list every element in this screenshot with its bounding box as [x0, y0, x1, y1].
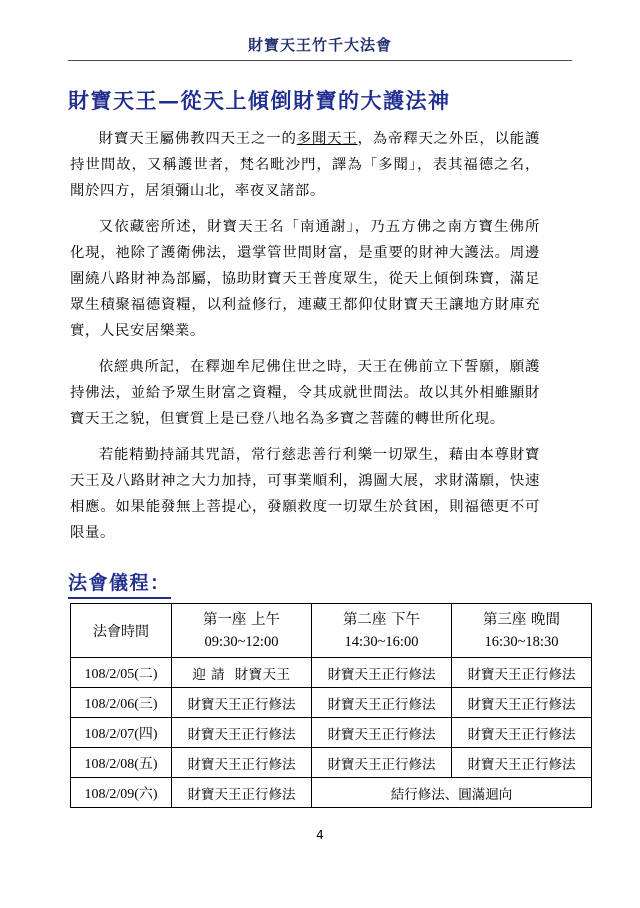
schedule-cell: 財寶天王正行修法: [452, 718, 592, 748]
session-time: 09:30~12:00: [204, 633, 279, 650]
page-number: 4: [316, 828, 324, 842]
session-name: 第一座 上午: [202, 611, 281, 628]
session-time: 16:30~18:30: [484, 633, 559, 650]
schedule-cell: 財寶天王正行修法: [312, 718, 452, 748]
table-row: [71, 748, 592, 778]
article-title: 財寶天王—從天上傾倒財寶的大護法神: [68, 88, 451, 113]
paragraph-1: [70, 126, 540, 204]
underlined-term: 多聞天王: [296, 131, 358, 147]
schedule-cell: 財寶天王正行修法: [172, 718, 312, 748]
schedule-cell: 財寶天王正行修法: [452, 688, 592, 718]
article-body: [70, 126, 540, 556]
date-cell: 108/2/05(二): [71, 658, 172, 688]
session-header: [452, 604, 592, 658]
paragraph-1-start: 財寶天王屬佛教四天王之一的: [98, 131, 297, 147]
corner-label: 法會時間: [71, 604, 172, 658]
paragraph-4: 若能精勤持誦其咒語，常行慈悲善行利樂一切眾生，藉由本尊財寶天王及八路財神之大力加持，可事業順利，鴻圖大展，求財滿願，快速相應。如果能發無上菩提心，發願救度一切眾生於貧困，則福德更不可限量。: [70, 447, 540, 541]
table-row: [71, 718, 592, 748]
merged-schedule-cell: 結行修法、圓滿迴向: [312, 778, 592, 808]
table-row: [71, 778, 592, 808]
schedule-cell: 迎 請 財寶天王: [172, 658, 312, 688]
paragraph-2: 又依藏密所述，財寶天王名「南通謝」，乃五方佛之南方寶生佛所化現，祂除了護衛佛法，還掌管世間財富，是重要的財神大護法。周邊圍繞八路財神為部屬，協助財寶天王普度眾生，從天上傾倒珠寶，滿足眾生積聚福德資糧，以利益修行，連藏王都仰仗財寶天王讓地方財庫充實，人民安居樂業。: [70, 219, 540, 339]
date-cell: 108/2/09(六): [71, 778, 172, 808]
date-cell: 108/2/07(四): [71, 718, 172, 748]
session-header: [312, 604, 452, 658]
schedule-cell: 財寶天王正行修法: [452, 658, 592, 688]
table-row: [71, 658, 592, 688]
session-name: 第二座 下午: [342, 611, 421, 628]
schedule-cell: 財寶天王正行修法: [312, 658, 452, 688]
header-divider: [68, 60, 572, 61]
paragraph-3: 依經典所記，在釋迦牟尼佛住世之時，天王在佛前立下誓願，願護持佛法，並給予眾生財富之資糧，令其成就世間法。故以其外相雖顯財寶天王之貌，但實質上是已登八地名為多寶之菩薩的轉世所化現。: [70, 359, 540, 427]
schedule-cell: 財寶天王正行修法: [172, 778, 312, 808]
schedule-cell: 財寶天王正行修法: [452, 748, 592, 778]
date-cell: 108/2/08(五): [71, 748, 172, 778]
schedule-table: [70, 603, 592, 808]
schedule-cell: 財寶天王正行修法: [172, 748, 312, 778]
date-cell: 108/2/06(三): [71, 688, 172, 718]
running-header: 財寶天王竹千大法會: [247, 36, 392, 54]
table-row: [71, 688, 592, 718]
schedule-heading: 法會儀程：: [68, 568, 171, 599]
schedule-cell: 財寶天王正行修法: [312, 688, 452, 718]
paragraph-1-rest: ，為帝釋天之外臣，以能護持世間故，又稱護世者，梵名毗沙門，譯為「多聞」，表其福德之名，聞於四方，居須彌山北，率夜叉諸部。: [70, 131, 541, 199]
session-name: 第三座 晚間: [482, 611, 561, 628]
schedule-cell: 財寶天王正行修法: [312, 748, 452, 778]
table-header-row: [71, 604, 592, 658]
session-time: 14:30~16:00: [344, 633, 419, 650]
session-header: [172, 604, 312, 658]
schedule-cell: 財寶天王正行修法: [172, 688, 312, 718]
